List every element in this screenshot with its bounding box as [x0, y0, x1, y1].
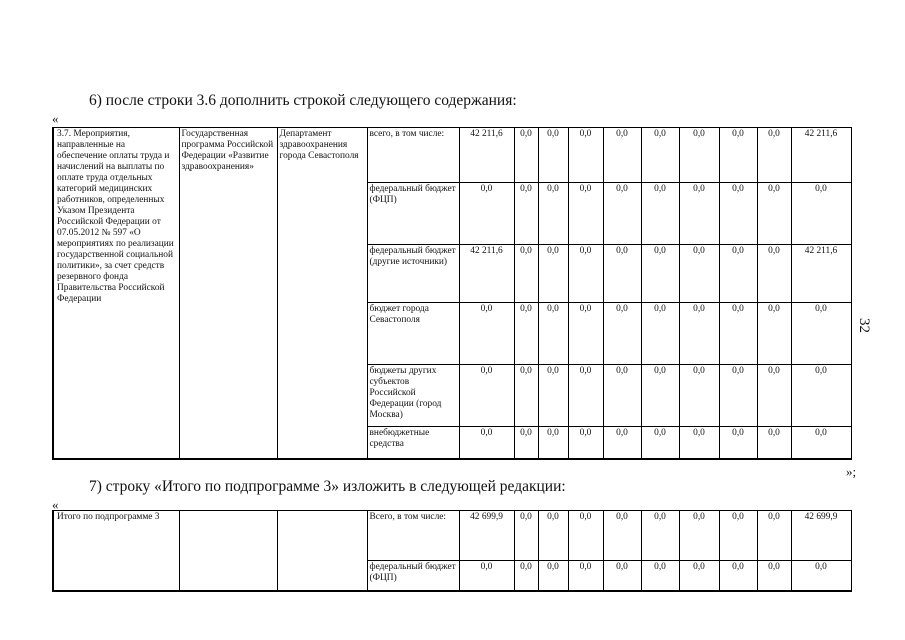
measure-name-cell: 3.7. Мероприятия, направленные на обеспечение оплаты труда и начислений на выплаты по оплате труда отдельных категорий медицинских работников, определенных Указом Президента Российской Федерации от 07.05.2012 № 597 «О мероприятиях по реализации государственной социальной политики», за счет средств резервного фонда Правительства Российской Федерации [53, 128, 179, 459]
amendment-6-heading: 6) после строки 3.6 дополнить строкой следующего содержания: [89, 92, 517, 109]
amount-cell: 0,0 [514, 427, 538, 459]
amount-cell: 0,0 [538, 511, 568, 561]
amount-cell: 42 211,6 [459, 128, 514, 183]
amount-cell: 0,0 [641, 561, 679, 591]
funding-source-cell: бюджеты других субъектов Российской Федерации (город Москва) [367, 365, 459, 427]
amount-cell: 0,0 [719, 561, 757, 591]
amount-cell: 0,0 [791, 427, 851, 459]
amount-cell: 0,0 [459, 427, 514, 459]
amount-cell: 0,0 [679, 511, 719, 561]
amount-cell: 0,0 [757, 303, 791, 365]
amount-cell: 0,0 [757, 365, 791, 427]
amount-cell: 0,0 [757, 427, 791, 459]
amount-cell: 0,0 [719, 427, 757, 459]
amount-cell: 0,0 [603, 511, 641, 561]
funding-source-cell: федеральный бюджет (другие источники) [367, 245, 459, 303]
amount-cell: 0,0 [514, 183, 538, 245]
amount-cell: 0,0 [603, 365, 641, 427]
amount-cell: 0,0 [538, 365, 568, 427]
measure-name-cell: Итого по подпрограмме 3 [53, 511, 179, 591]
program-cell: Государственная программа Российской Федерации «Развитие здравоохранения» [179, 128, 277, 459]
amount-cell: 0,0 [538, 427, 568, 459]
amount-cell: 0,0 [603, 245, 641, 303]
amount-cell: 0,0 [459, 365, 514, 427]
amount-cell: 42 699,9 [459, 511, 514, 561]
amount-cell: 0,0 [514, 511, 538, 561]
amount-cell: 0,0 [679, 427, 719, 459]
amount-cell: 0,0 [603, 183, 641, 245]
amount-cell: 0,0 [679, 245, 719, 303]
amount-cell: 42 699,9 [791, 511, 851, 561]
amount-cell: 0,0 [603, 128, 641, 183]
amount-cell: 0,0 [679, 128, 719, 183]
amount-cell: 0,0 [514, 303, 538, 365]
amount-cell: 0,0 [641, 427, 679, 459]
amendment-7-heading: 7) строку «Итого по подпрограмме 3» изложить в следующей редакции: [89, 478, 566, 495]
amount-cell: 0,0 [459, 303, 514, 365]
amount-cell: 0,0 [538, 183, 568, 245]
amount-cell: 0,0 [568, 365, 603, 427]
funding-source-cell: внебюджетные средства [367, 427, 459, 459]
amount-cell: 0,0 [679, 365, 719, 427]
amount-cell: 0,0 [514, 365, 538, 427]
amount-cell: 0,0 [679, 183, 719, 245]
amount-cell: 0,0 [641, 303, 679, 365]
funding-source-cell: федеральный бюджет (ФЦП) [367, 561, 459, 591]
amount-cell: 0,0 [641, 183, 679, 245]
amount-cell: 0,0 [514, 128, 538, 183]
opening-quote-1: « [52, 111, 59, 126]
amount-cell: 0,0 [757, 561, 791, 591]
amount-cell: 42 211,6 [459, 245, 514, 303]
amount-cell: 0,0 [641, 511, 679, 561]
amount-cell: 0,0 [459, 183, 514, 245]
amount-cell: 0,0 [459, 561, 514, 591]
amount-cell: 0,0 [641, 365, 679, 427]
amount-cell: 0,0 [538, 128, 568, 183]
amount-cell: 0,0 [757, 183, 791, 245]
subprogram-total-table [52, 510, 852, 592]
amount-cell: 0,0 [757, 511, 791, 561]
executor-cell [277, 511, 367, 591]
amount-cell: 0,0 [514, 561, 538, 591]
funding-source-cell: Всего, в том числе: [367, 511, 459, 561]
amount-cell: 0,0 [719, 183, 757, 245]
amount-cell: 0,0 [538, 561, 568, 591]
page-number: 32 [856, 318, 872, 333]
amount-cell: 0,0 [538, 303, 568, 365]
amount-cell: 0,0 [568, 511, 603, 561]
amount-cell: 0,0 [791, 303, 851, 365]
amount-cell: 0,0 [568, 303, 603, 365]
program-cell [179, 511, 277, 591]
amount-cell: 0,0 [568, 245, 603, 303]
funding-source-cell: федеральный бюджет (ФЦП) [367, 183, 459, 245]
funding-source-cell: бюджет города Севастополя [367, 303, 459, 365]
amount-cell: 0,0 [719, 245, 757, 303]
amount-cell: 0,0 [791, 561, 851, 591]
opening-quote-2: « [52, 497, 59, 512]
amount-cell: 0,0 [603, 303, 641, 365]
amount-cell: 0,0 [791, 183, 851, 245]
amount-cell: 0,0 [679, 561, 719, 591]
amount-cell: 0,0 [757, 245, 791, 303]
table-row [53, 128, 851, 183]
table-row [53, 511, 851, 561]
amount-cell: 0,0 [719, 365, 757, 427]
amount-cell: 0,0 [538, 245, 568, 303]
amount-cell: 0,0 [641, 128, 679, 183]
amount-cell: 42 211,6 [791, 245, 851, 303]
subprogram-measure-table [52, 127, 852, 460]
amount-cell: 0,0 [568, 128, 603, 183]
amount-cell: 0,0 [679, 303, 719, 365]
closing-quote: »; [846, 464, 857, 479]
funding-source-cell: всего, в том числе: [367, 128, 459, 183]
amount-cell: 0,0 [719, 511, 757, 561]
amount-cell: 0,0 [641, 245, 679, 303]
amount-cell: 0,0 [568, 183, 603, 245]
amount-cell: 0,0 [603, 561, 641, 591]
amount-cell: 0,0 [791, 365, 851, 427]
amount-cell: 42 211,6 [791, 128, 851, 183]
amount-cell: 0,0 [568, 561, 603, 591]
amount-cell: 0,0 [757, 128, 791, 183]
amount-cell: 0,0 [719, 128, 757, 183]
amount-cell: 0,0 [719, 303, 757, 365]
amount-cell: 0,0 [603, 427, 641, 459]
executor-cell: Департамент здравоохранения города Севастополя [277, 128, 367, 459]
amount-cell: 0,0 [514, 245, 538, 303]
amount-cell: 0,0 [568, 427, 603, 459]
